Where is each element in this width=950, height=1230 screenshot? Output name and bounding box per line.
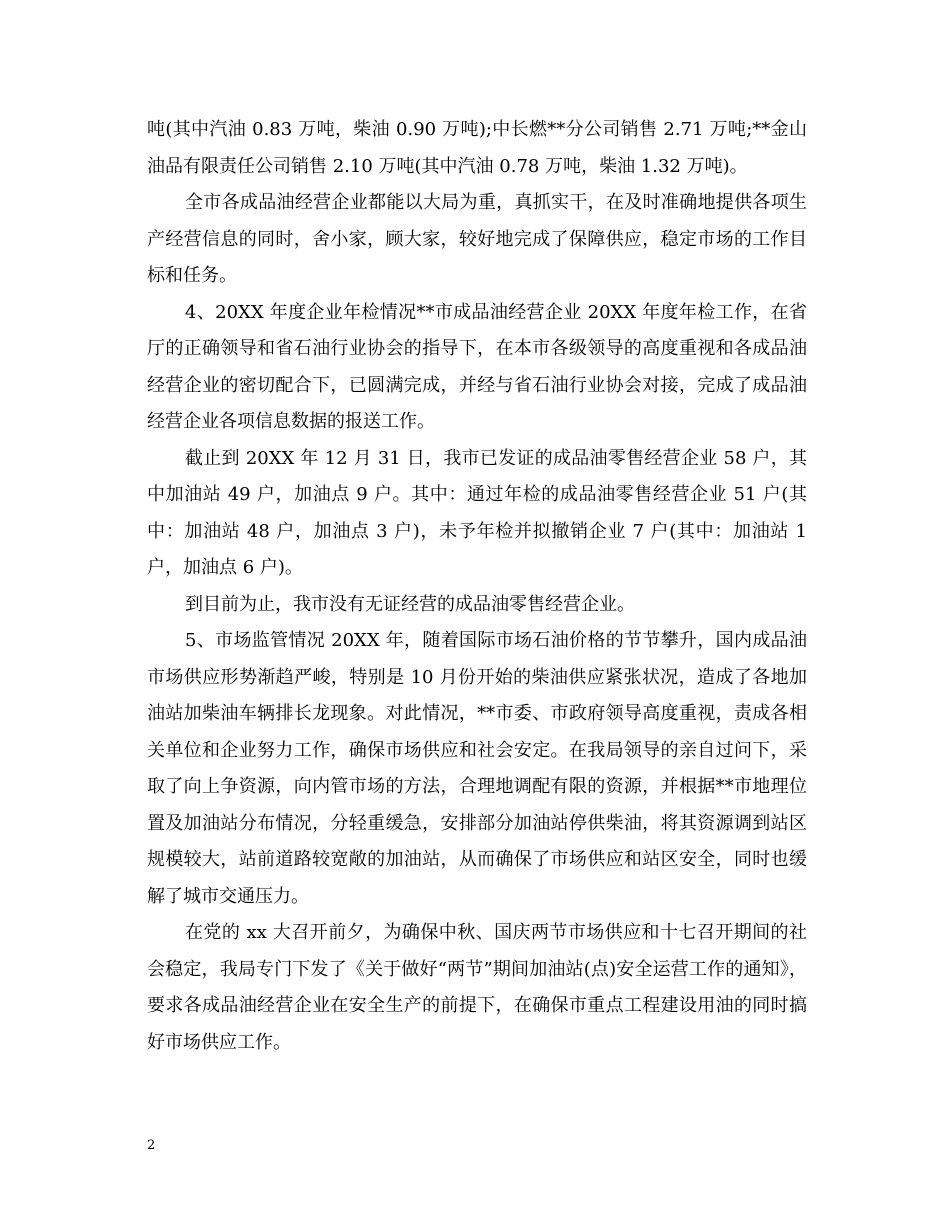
paragraph-1: 吨(其中汽油 0.83 万吨，柴油 0.90 万吨);中长燃**分公司销售 2.71 万吨;**金山油品有限责任公司销售 2.10 万吨(其中汽油 0.78 万吨，柴油 1.32 万吨)。 <box>147 119 807 177</box>
paragraph-7: 在党的 xx 大召开前夕，为确保中秋、国庆两节市场供应和十七召开期间的社会稳定，我局专门下发了《关于做好“两节”期间加油站(点)安全运营工作的通知》，要求各成品油经营企业在安全生产的前提下，在确保市重点工程建设用油的同时搞好市场供应工作。 <box>147 922 807 1053</box>
paragraph-5: 到目前为止，我市没有无证经营的成品油零售经营企业。 <box>185 593 635 615</box>
paragraph-4: 截止到 20XX 年 12 月 31 日，我市已发证的成品油零售经营企业 58 户，其中加油站 49 户，加油点 9 户。其中：通过年检的成品油零售经营企业 51 户(其中：加油站 48 户，加油点 3 户)，未予年检并拟撤销企业 7 户(其中：加油站 1 户，加油点 6 户)。 <box>147 447 807 578</box>
paragraph-2: 全市各成品油经营企业都能以大局为重，真抓实干，在及时准确地提供各项生产经营信息的同时，舍小家，顾大家，较好地完成了保障供应，稳定市场的工作目标和任务。 <box>147 192 807 286</box>
paragraph-6: 5、市场监管情况 20XX 年，随着国际市场石油价格的节节攀升，国内成品油市场供应形势渐趋严峻，特别是 10 月份开始的柴油供应紧张状况，造成了各地加油站加柴油车辆排长龙现象。对此情况，**市委、市政府领导高度重视，责成各相关单位和企业努力工作，确保市场供应和社会安定。在我局领导的亲自过问下，采取了向上争资源，向内管市场的方法，合理地调配有限的资源，并根据**市地理位置及加油站分布情况，分轻重缓急，安排部分加油站停供柴油，将其资源调到站区规模较大，站前道路较宽敞的加油站，从而确保了市场供应和站区安全，同时也缓解了城市交通压力。 <box>147 630 807 907</box>
document-body <box>147 112 807 1061</box>
paragraph-3: 4、20XX 年度企业年检情况**市成品油经营企业 20XX 年度年检工作，在省厅的正确领导和省石油行业协会的指导下，在本市各级领导的高度重视和各成品油经营企业的密切配合下，已圆满完成，并经与省石油行业协会对接，完成了成品油经营企业各项信息数据的报送工作。 <box>147 301 807 432</box>
page-number: 2 <box>147 1138 156 1153</box>
